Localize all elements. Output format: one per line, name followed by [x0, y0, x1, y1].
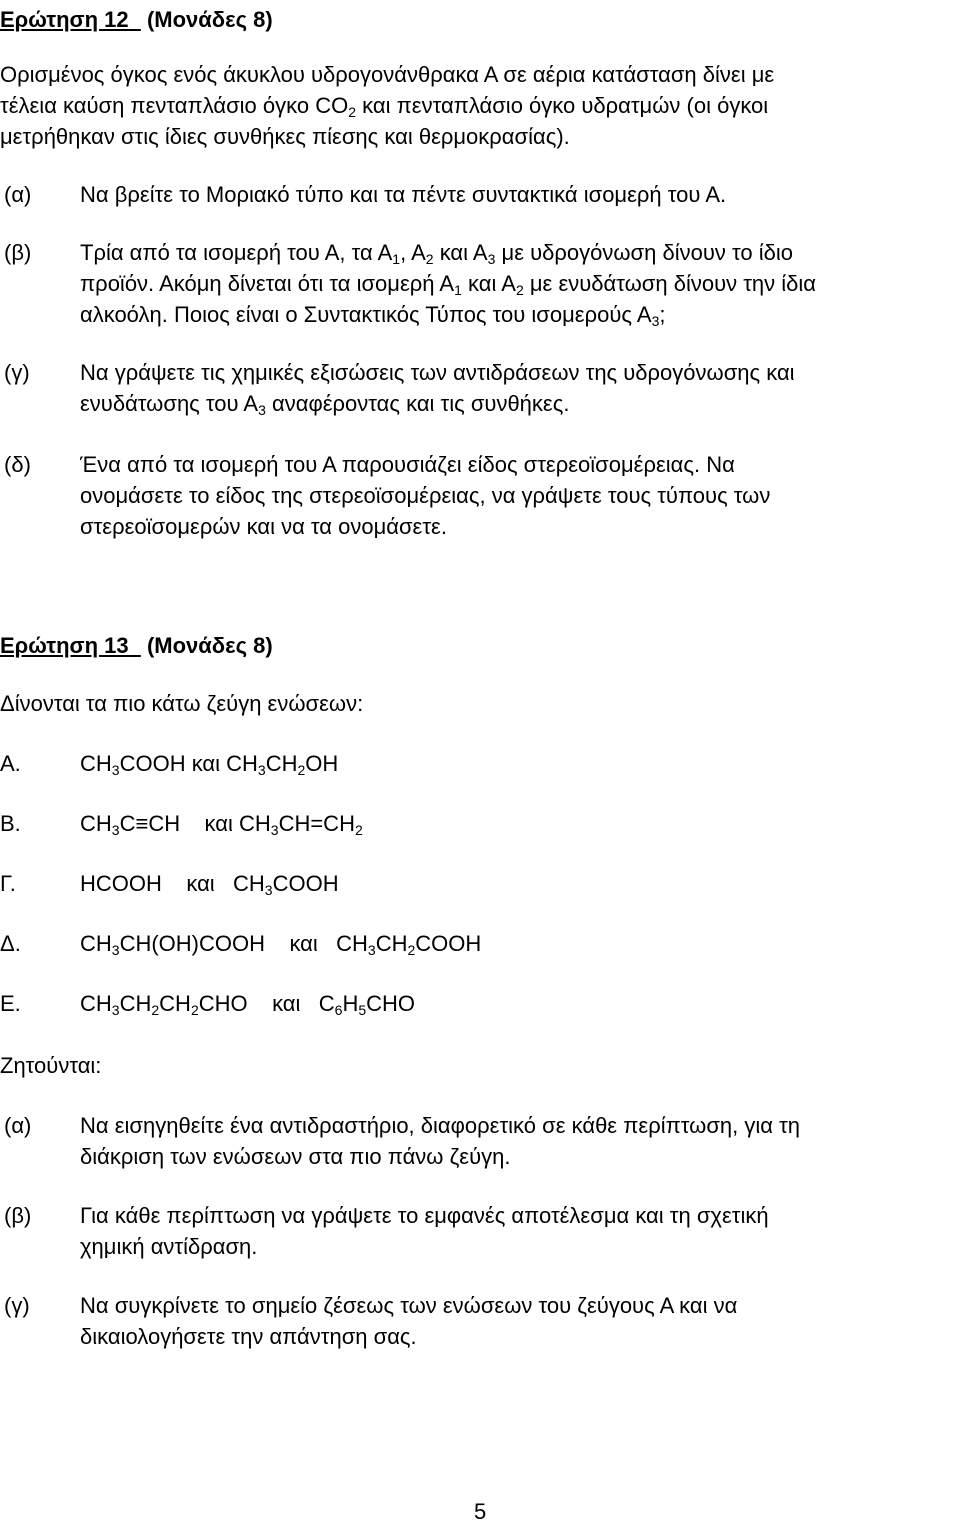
q12-b-line-3: αλκοόλη. Ποιος είναι ο Συντακτικός Τύπος του ισομερούς $A_3$; — [80, 302, 666, 329]
pair-a: $CH_3COOH$ και $CH_3CH_2OH$ — [80, 751, 339, 778]
q12-intro-line-3: μετρήθηκαν στις ίδιες συνθήκες πίεσης και θερμοκρασίας). — [0, 124, 570, 149]
q13-b-label: (β) — [4, 1203, 32, 1228]
q13-intro: Δίνονται τα πιο κάτω ζεύγη ενώσεων: — [0, 691, 364, 716]
pair-d-label: Δ. — [0, 931, 21, 956]
q12-b-line-2: προϊόν. Ακόμη δίνεται ότι τα ισομερή $A_1$ και $A_2$ με ενυδάτωση δίνουν την ίδια — [80, 271, 817, 298]
q13-marks: (Μονάδες 8) — [146, 633, 273, 658]
pair-g-label: Γ. — [0, 871, 16, 896]
q12-title: Ερώτηση 12 — [0, 7, 129, 32]
q12-c-line-1: Να γράψετε τις χημικές εξισώσεις των αντιδράσεων της υδρογόνωσης και — [80, 360, 795, 385]
q12-c-label: (γ) — [4, 360, 30, 385]
pair-e: $CH_3CH_2CH_2CHO$ και $C_6H_5CHO$ — [80, 991, 416, 1018]
q12-b-label: (β) — [4, 240, 32, 265]
q13-b-line-2: χημική αντίδραση. — [80, 1234, 258, 1259]
requested-label: Ζητούνται: — [0, 1053, 102, 1078]
pair-b-label: Β. — [0, 811, 21, 836]
q12-d-label: (δ) — [4, 452, 31, 477]
q12-intro-line-1: Ορισμένος όγκος ενός άκυκλου υδρογονάνθρακα Α σε αέρια κατάσταση δίνει με — [0, 62, 775, 87]
q12-intro-line-2: τέλεια καύση πενταπλάσιο όγκο $CO_2$ και πενταπλάσιο όγκο υδρατμών (οι όγκοι — [0, 93, 769, 120]
q12-d-line-2: ονομάσετε το είδος της στερεοϊσομέρειας, να γράψετε τους τύπους των — [80, 483, 771, 508]
q12-marks: (Μονάδες 8) — [146, 7, 273, 32]
q13-b-line-1: Για κάθε περίπτωση να γράψετε το εμφανές αποτέλεσμα και τη σχετική — [80, 1203, 769, 1228]
q13-a-line-1: Να εισηγηθείτε ένα αντιδραστήριο, διαφορετικό σε κάθε περίπτωση, για τη — [80, 1113, 801, 1138]
triple-bond: ≡ — [135, 811, 149, 836]
pair-d: $CH_3CH(OH)COOH$ και $CH_3CH_2COOH$ — [80, 931, 482, 958]
q12-c-line-2: ενυδάτωσης του $A_3$ αναφέροντας και τις συνθήκες. — [80, 391, 570, 418]
q12-d-line-1: Ένα από τα ισομερή του Α παρουσιάζει είδος στερεοϊσομέρειας. Να — [80, 452, 735, 477]
page-number: 5 — [474, 1499, 487, 1524]
q13-c-line-2: δικαιολογήσετε την απάντηση σας. — [80, 1324, 417, 1349]
q13-c-label: (γ) — [4, 1293, 30, 1318]
q13-heading — [0, 630, 273, 661]
q12-b-line-1: Τρία από τα ισομερή του Α, τα $A_1$, $A_2$ και $A_3$ με υδρογόνωση δίνουν το ίδιο — [80, 240, 793, 267]
pair-e-label: Ε. — [0, 991, 21, 1016]
q12-d-line-3: στερεοϊσομερών και να τα ονομάσετε. — [80, 514, 447, 539]
q13-a-line-2: διάκριση των ενώσεων στα πιο πάνω ζεύγη. — [80, 1144, 511, 1169]
q12-heading — [0, 4, 273, 35]
q12-a-label: (α) — [4, 182, 32, 207]
pair-a-label: Α. — [0, 751, 21, 776]
pair-g: HCOOH και $CH_3COOH$ — [80, 871, 339, 898]
q13-a-label: (α) — [4, 1113, 32, 1138]
q13-title: Ερώτηση 13 — [0, 633, 129, 658]
pair-b: $CH_3C\equiv CH$ και $CH_3CH=CH_2$ — [80, 811, 363, 838]
q12-a-text: Να βρείτε το Μοριακό τύπο και τα πέντε συντακτικά ισομερή του Α. — [80, 182, 727, 207]
q13-c-line-1: Να συγκρίνετε το σημείο ζέσεως των ενώσεων του ζεύγους Α και να — [80, 1293, 738, 1318]
